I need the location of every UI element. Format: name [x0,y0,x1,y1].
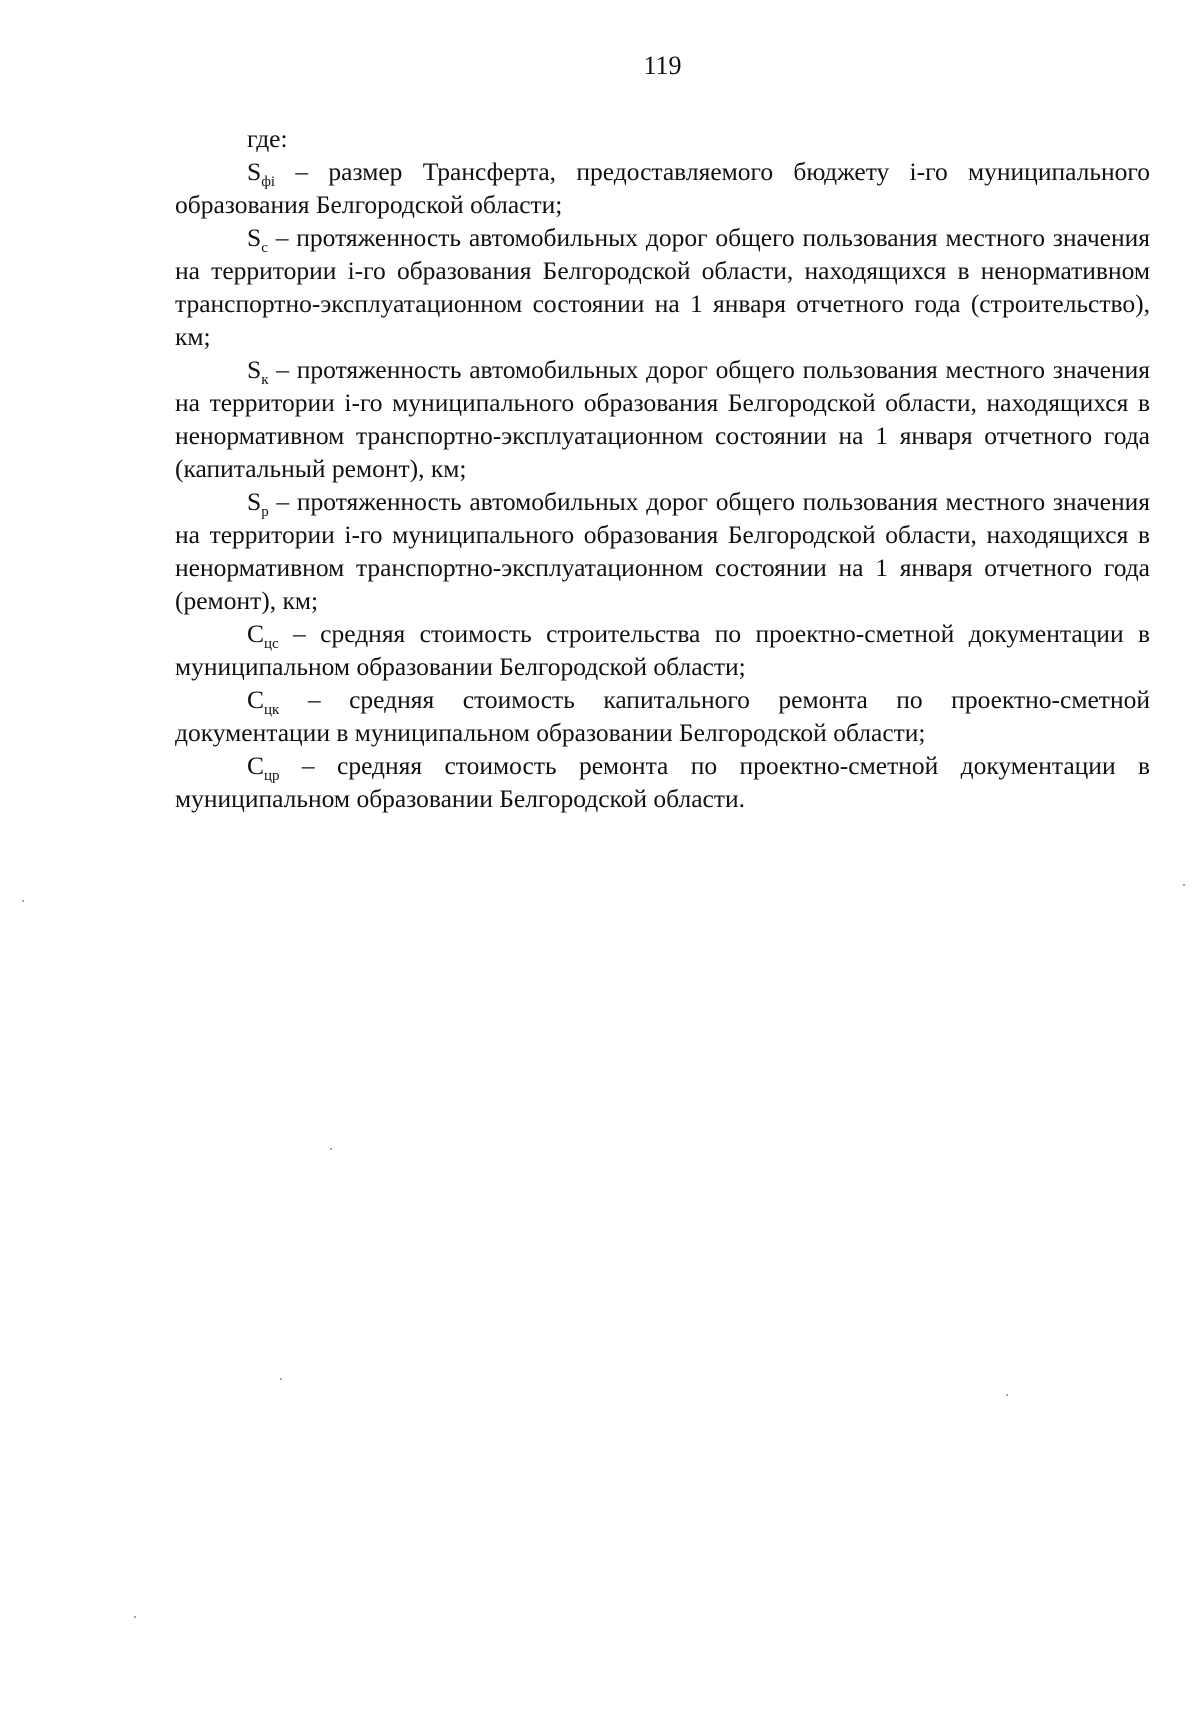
symbol-letter: S [247,223,262,252]
formula-symbol [247,355,269,388]
symbol-letter: С [247,751,265,780]
definition-c-cr [175,749,1150,815]
definition-s-fi [175,155,1150,221]
definition-c-ck [175,683,1150,749]
document-body [175,122,1150,815]
symbol-letter: С [247,685,265,714]
symbol-letter: С [247,619,265,648]
symbol-subscript: цр [264,768,280,784]
scan-speck [1006,1394,1008,1396]
definition-s-c [175,221,1150,353]
definition-text: – средняя стоимость строительства по проектно-сметной документации в муниципальном образовании Белгородской области; [175,619,1150,681]
formula-symbol [247,487,269,520]
formula-symbol [247,157,276,190]
definition-c-cs [175,617,1150,683]
definition-text: – протяженность автомобильных дорог общего пользования местного значения на территории i-го муниципального образования Белгородской области, находящихся в ненормативном транспортно-эксплуатационном состоянии на 1 января отчетного года (капитальный ремонт), км; [175,355,1150,483]
symbol-subscript: с [261,240,268,256]
scan-speck [22,900,24,902]
symbol-letter: S [247,157,262,186]
symbol-subscript: цк [264,702,280,718]
scan-speck [330,1148,332,1150]
scan-speck [280,1378,282,1380]
page-number: 119 [643,51,682,80]
symbol-subscript: цс [264,636,279,652]
formula-symbol [247,619,279,652]
definition-text: – размер Трансферта, предоставляемого бюджету i-го муниципального образования Белгородской области; [175,157,1150,219]
symbol-subscript: р [261,504,269,520]
symbol-letter: S [247,487,262,516]
symbol-subscript: фi [261,174,276,190]
formula-symbol [247,223,268,256]
intro-line: где: [247,124,288,153]
definition-s-r [175,485,1150,617]
symbol-subscript: к [261,372,269,388]
scan-speck [1183,884,1185,886]
definition-text: – протяженность автомобильных дорог общего пользования местного значения на территории i-го образования Белгородской области, находящихся в ненормативном транспортно-эксплуатационном состоянии на 1 января отчетного года (строительство), км; [175,223,1150,351]
definition-text: – протяженность автомобильных дорог общего пользования местного значения на территории i-го муниципального образования Белгородской области, находящихся в ненормативном транспортно-эксплуатационном состоянии на 1 января отчетного года (ремонт), км; [175,487,1150,615]
symbol-letter: S [247,355,262,384]
formula-symbol [247,751,280,784]
definition-text: – средняя стоимость капитального ремонта по проектно-сметной документации в муниципальном образовании Белгородской области; [175,685,1150,747]
definition-s-k [175,353,1150,485]
scan-speck [134,1616,136,1618]
formula-symbol [247,685,280,718]
definition-text: – средняя стоимость ремонта по проектно-сметной документации в муниципальном образовании Белгородской области. [175,751,1150,813]
